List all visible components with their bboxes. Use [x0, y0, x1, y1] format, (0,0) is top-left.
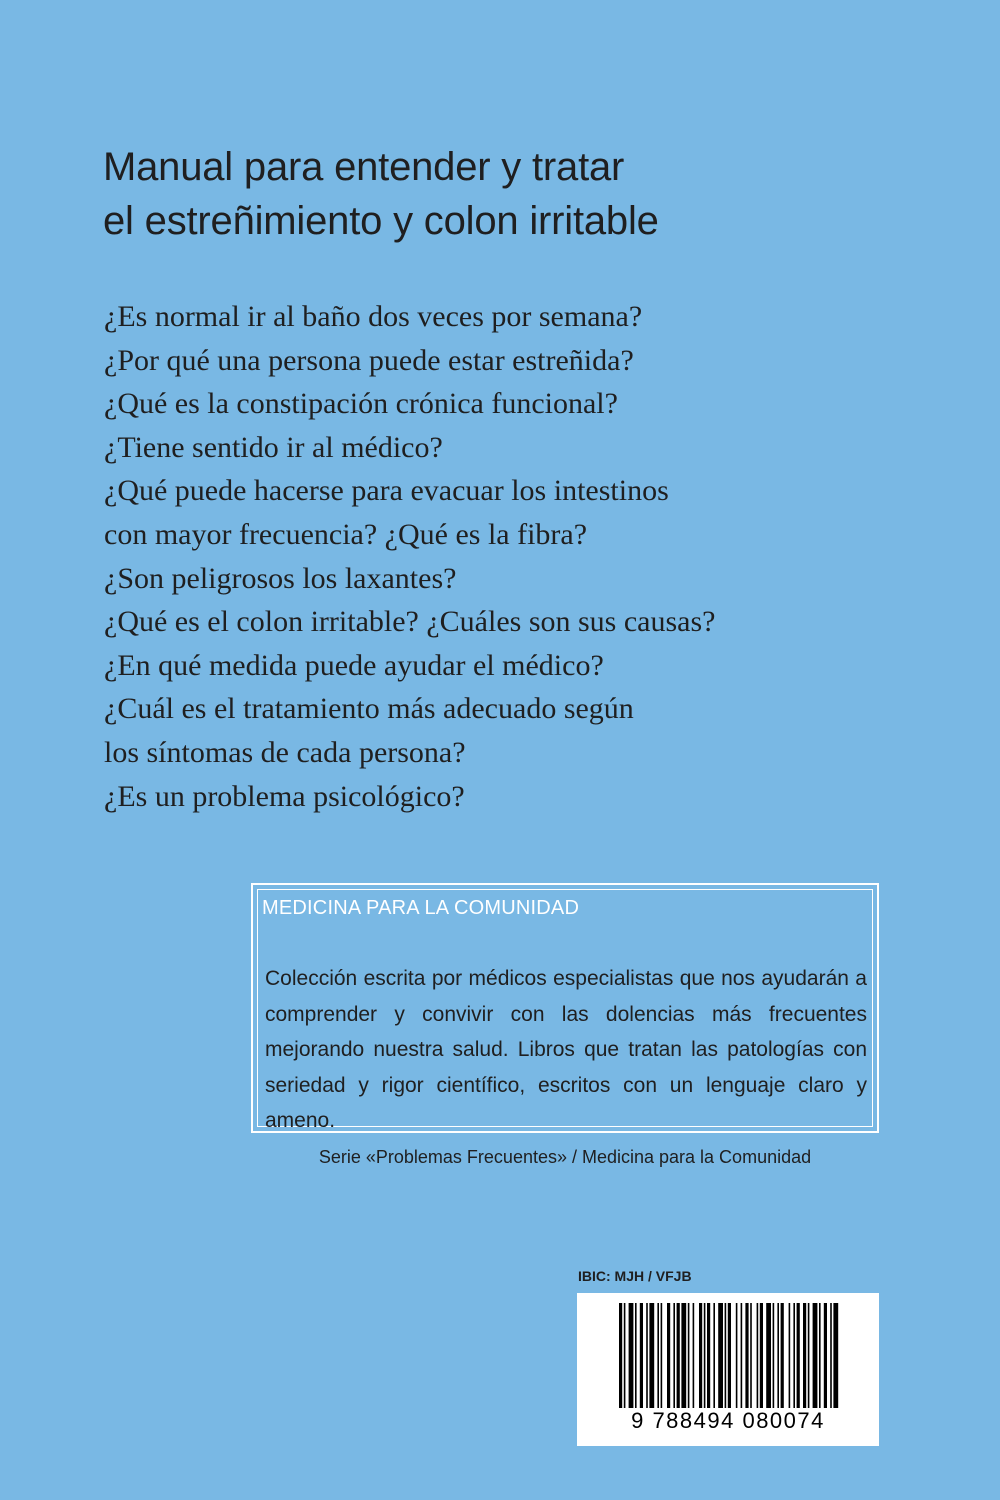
- questions-list: [104, 295, 964, 818]
- barcode-bar: [789, 1303, 791, 1408]
- barcode-bar: [649, 1303, 654, 1408]
- barcode-bar: [713, 1303, 715, 1408]
- question-line: ¿Qué puede hacerse para evacuar los intestinos: [104, 474, 669, 508]
- question-line: ¿Son peligrosos los laxantes?: [104, 561, 457, 595]
- barcode-bar: [793, 1303, 795, 1408]
- barcode-bar: [673, 1303, 675, 1408]
- barcode-bar: [677, 1303, 680, 1408]
- barcode-bar: [707, 1303, 710, 1408]
- barcode-bar: [661, 1303, 663, 1408]
- barcode: [577, 1293, 879, 1446]
- barcode-bar: [667, 1303, 670, 1408]
- barcode-bar: [718, 1303, 723, 1408]
- question-line: los síntomas de cada persona?: [104, 735, 466, 769]
- question-line: ¿Qué es la constipación crónica funcional?: [104, 387, 618, 421]
- barcode-bar: [728, 1303, 731, 1408]
- question-line: ¿Es un problema psicológico?: [104, 779, 465, 813]
- barcode-bar: [681, 1303, 686, 1408]
- question-line: ¿Qué es el colon irritable? ¿Cuáles son sus causas?: [104, 605, 716, 639]
- barcode-bar: [808, 1303, 810, 1408]
- barcode-bar: [693, 1303, 695, 1408]
- barcode-bar: [803, 1303, 806, 1408]
- barcode-bar: [704, 1303, 706, 1408]
- book-title: [103, 140, 943, 248]
- barcode-bar: [813, 1303, 818, 1408]
- barcode-bar: [741, 1303, 743, 1408]
- barcode-bar: [745, 1303, 748, 1408]
- barcode-bar: [736, 1303, 738, 1408]
- barcode-bar: [797, 1303, 800, 1408]
- ibic-code: IBIC: MJH / VFJB: [578, 1268, 692, 1284]
- collection-heading: MEDICINA PARA LA COMUNIDAD: [262, 897, 580, 919]
- barcode-bar: [725, 1303, 727, 1408]
- barcode-bar: [624, 1303, 626, 1408]
- barcode-bar: [777, 1303, 779, 1408]
- title-line-1: Manual para entender y tratar: [103, 145, 625, 189]
- barcode-bar: [824, 1303, 827, 1408]
- series-line: Serie «Problemas Frecuentes» / Medicina para la Comunidad: [318, 1147, 812, 1167]
- barcode-bar: [760, 1303, 763, 1408]
- barcode-bar: [699, 1303, 702, 1408]
- barcode-bar: [819, 1303, 821, 1408]
- barcode-bar: [646, 1303, 648, 1408]
- question-line: con mayor frecuencia? ¿Qué es la fibra?: [104, 517, 588, 551]
- barcode-bar: [629, 1303, 634, 1408]
- collection-description: Colección escrita por médicos especialistas que nos ayudarán a comprender y convivir con las dolencias más frecuentes mejorando nuestra salud. Libros que tratan las patologías con seriedad y rigor científico, escritos con un lenguaje claro y ameno.: [265, 967, 867, 1132]
- isbn-number: 9 788494 080074: [631, 1408, 825, 1433]
- barcode-bar: [830, 1303, 832, 1408]
- barcode-bar: [757, 1303, 759, 1408]
- title-line-2: el estreñimiento y colon irritable: [103, 199, 659, 243]
- question-line: ¿Es normal ir al baño dos veces por semana?: [104, 300, 643, 333]
- barcode-bar: [640, 1303, 643, 1408]
- barcode-bar: [833, 1303, 838, 1408]
- barcode-bar: [688, 1303, 690, 1408]
- barcode-bar: [635, 1303, 637, 1408]
- barcode-bars: [577, 1293, 879, 1413]
- barcode-bar: [750, 1303, 752, 1408]
- barcode-bar: [766, 1303, 771, 1408]
- barcode-bar: [657, 1303, 659, 1408]
- barcode-bar: [773, 1303, 775, 1408]
- question-line: ¿En qué medida puede ayudar el médico?: [104, 648, 604, 682]
- question-line: ¿Tiene sentido ir al médico?: [104, 430, 443, 464]
- question-line: ¿Cuál es el tratamiento más adecuado según: [104, 692, 634, 726]
- question-line: ¿Por qué una persona puede estar estreñida?: [104, 343, 634, 377]
- barcode-bar: [781, 1303, 784, 1408]
- barcode-bar: [619, 1303, 622, 1408]
